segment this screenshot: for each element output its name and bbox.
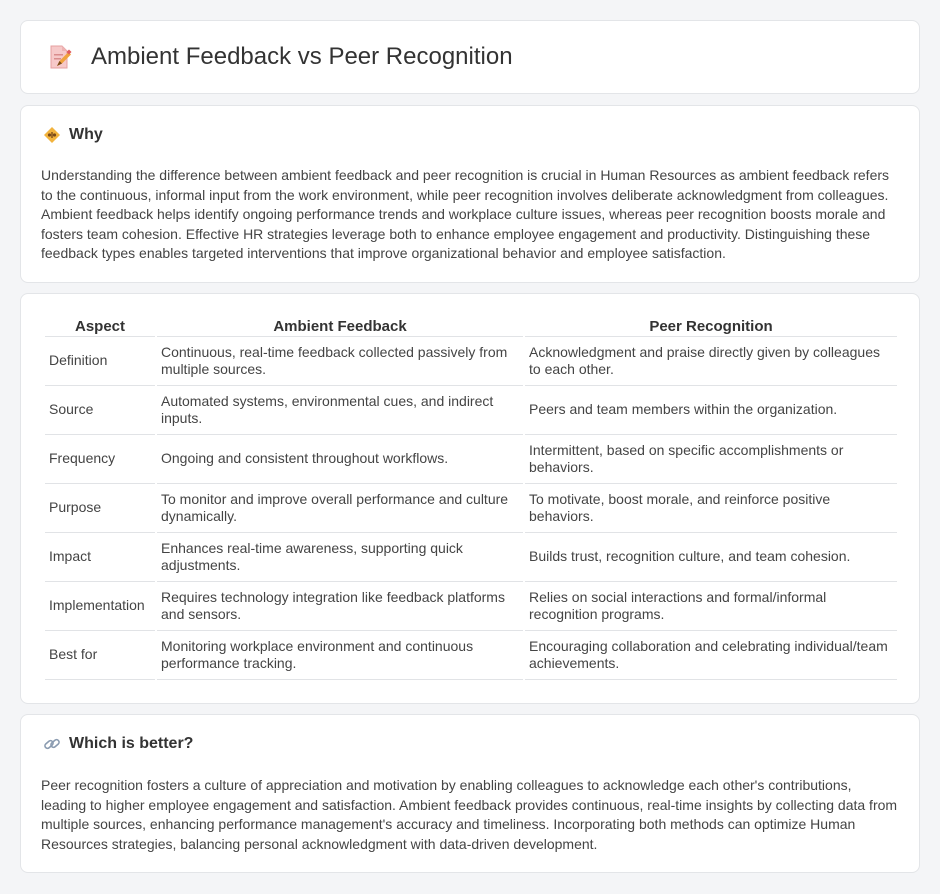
header-aspect: Aspect xyxy=(45,316,155,337)
ambient-cell: Monitoring workplace environment and continuous performance tracking. xyxy=(157,631,523,680)
ambient-cell: Enhances real-time awareness, supporting quick adjustments. xyxy=(157,533,523,582)
aspect-cell: Implementation xyxy=(45,582,155,631)
aspect-cell: Impact xyxy=(45,533,155,582)
page-title: Ambient Feedback vs Peer Recognition xyxy=(91,43,513,70)
peer-cell: Intermittent, based on specific accomplishments or behaviors. xyxy=(525,435,897,484)
aspect-cell: Purpose xyxy=(45,484,155,533)
ambient-cell: Requires technology integration like feedback platforms and sensors. xyxy=(157,582,523,631)
better-title: Which is better? xyxy=(69,735,194,752)
why-title: Why xyxy=(69,126,103,143)
aspect-cell: Best for xyxy=(45,631,155,680)
ambient-cell: Ongoing and consistent throughout workflows. xyxy=(157,435,523,484)
why-section xyxy=(20,105,920,283)
header-ambient-feedback: Ambient Feedback xyxy=(157,316,523,337)
table-row xyxy=(45,631,897,680)
title-row xyxy=(45,43,513,71)
peer-cell: Acknowledgment and praise directly given by colleagues to each other. xyxy=(525,337,897,386)
aspect-cell: Definition xyxy=(45,337,155,386)
ambient-cell: To monitor and improve overall performance and culture dynamically. xyxy=(157,484,523,533)
table-row xyxy=(45,386,897,435)
table-header-row xyxy=(45,316,897,337)
ambient-cell: Continuous, real-time feedback collected passively from multiple sources. xyxy=(157,337,523,386)
document-edit-icon xyxy=(45,43,73,71)
aspect-cell: Frequency xyxy=(45,435,155,484)
table-row xyxy=(45,533,897,582)
comparison-section xyxy=(20,293,920,704)
link-icon xyxy=(43,735,61,753)
header-card xyxy=(20,20,920,94)
why-heading xyxy=(43,126,103,144)
comparison-table xyxy=(43,316,899,680)
peer-cell: To motivate, boost morale, and reinforce positive behaviors. xyxy=(525,484,897,533)
peer-cell: Encouraging collaboration and celebrating individual/team achievements. xyxy=(525,631,897,680)
table-row xyxy=(45,484,897,533)
table-row xyxy=(45,582,897,631)
better-text: Peer recognition fosters a culture of appreciation and motivation by enabling colleagues to acknowledge each other's contributions, leading to higher employee engagement and satisfaction. Ambient feedback provides continuous, real-time insights by collecting data from multiple sources, enhancing performance management's accuracy and timeliness. Incorporating both methods can optimize Human Resources strategies, balancing personal acknowledgment with data-driven development. xyxy=(41,777,898,852)
why-diamond-icon xyxy=(43,126,61,144)
aspect-cell: Source xyxy=(45,386,155,435)
peer-cell: Peers and team members within the organization. xyxy=(525,386,897,435)
better-heading xyxy=(43,735,193,753)
peer-cell: Relies on social interactions and formal/informal recognition programs. xyxy=(525,582,897,631)
table-row xyxy=(45,337,897,386)
header-peer-recognition: Peer Recognition xyxy=(525,316,897,337)
which-is-better-section xyxy=(20,714,920,873)
why-text: Understanding the difference between ambient feedback and peer recognition is crucial in Human Resources as ambient feedback refers to the continuous, informal input from the work environment, while peer recognition involves deliberate acknowledgment from colleagues. Ambient feedback helps identify ongoing performance trends and workplace culture issues, whereas peer recognition boosts morale and fosters team cohesion. Effective HR strategies leverage both to enhance employee engagement and productivity. Distinguishing these feedback types enables targeted interventions that improve organizational behavior and employee satisfaction. xyxy=(41,167,890,262)
peer-cell: Builds trust, recognition culture, and team cohesion. xyxy=(525,533,897,582)
ambient-cell: Automated systems, environmental cues, and indirect inputs. xyxy=(157,386,523,435)
table-row xyxy=(45,435,897,484)
